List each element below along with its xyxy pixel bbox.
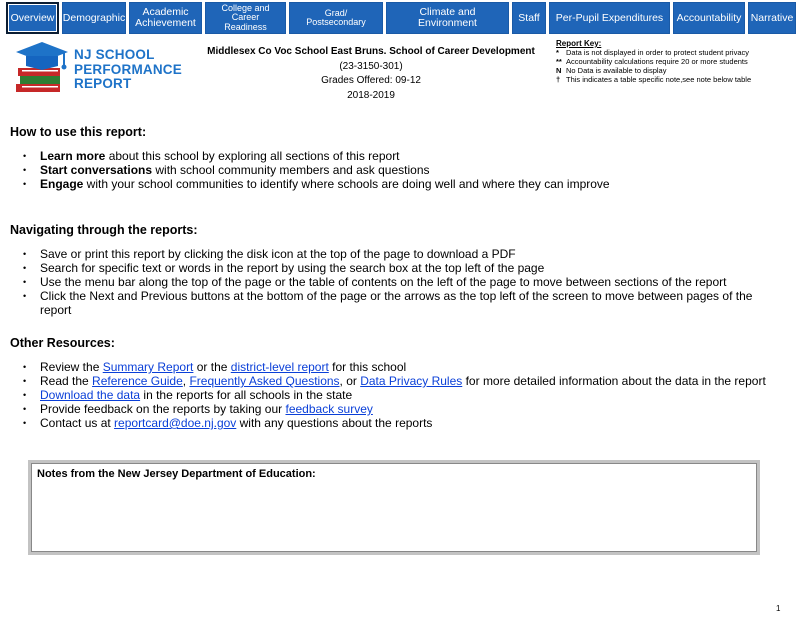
report-key-row [556, 57, 796, 66]
navigating-heading: Navigating through the reports: [10, 223, 198, 237]
logo-line-1: NJ SCHOOL [74, 47, 155, 62]
tab-climate-environment[interactable]: Climate and Environment [386, 2, 509, 34]
contact-email-link[interactable]: reportcard@doe.nj.gov [114, 416, 237, 430]
tab-accountability[interactable]: Accountability [673, 2, 745, 34]
list-item [10, 149, 780, 163]
key-text: This indicates a table specific note,see note below table [566, 75, 752, 84]
item-text: for more detailed information about the data in the report [462, 374, 766, 388]
item-text: or the [193, 360, 231, 374]
tab-academic-achievement[interactable]: Academic Achievement [129, 2, 202, 34]
how-to-use-heading: How to use this report: [10, 125, 147, 139]
notes-box [28, 460, 760, 555]
report-key [556, 39, 796, 84]
item-text: about this school by exploring all sections of this report [105, 149, 400, 163]
grades-offered: Grades Offered: 09-12 [321, 75, 421, 86]
feedback-survey-link[interactable]: feedback survey [285, 402, 373, 416]
item-text: Review the [40, 360, 103, 374]
download-data-link[interactable]: Download the data [40, 388, 141, 402]
item-text: with school community members and ask questions [152, 163, 430, 177]
school-code: (23-3150-301) [339, 60, 403, 72]
item-text: with your school communities to identify where schools are doing well and where they can improve [83, 177, 610, 191]
item-text: , or [339, 374, 361, 388]
item-text: with any questions about the reports [236, 416, 433, 430]
logo-line-3: REPORT [74, 76, 132, 91]
school-year: 2018-2019 [347, 89, 395, 101]
notes-title: Notes from the New Jersey Department of Education: [37, 468, 316, 480]
how-to-use-list [10, 149, 780, 191]
report-key-row [556, 75, 796, 84]
list-item: • Save or print this report by clicking the disk icon at the top of the page to download a PDF [10, 247, 780, 261]
other-resources-heading: Other Resources: [10, 336, 115, 350]
item-text: in the reports for all schools in the state [140, 388, 353, 402]
list-item: • Search for specific text or words in the report by using the search box at the top left of the page [10, 261, 780, 275]
tab-staff[interactable]: Staff [512, 2, 546, 34]
list-item [10, 374, 780, 388]
list-item [10, 402, 780, 416]
key-symbol: N [556, 66, 562, 75]
tab-per-pupil-expenditures[interactable]: Per-Pupil Expenditures [549, 2, 670, 34]
section-tab-bar [6, 2, 796, 34]
graduation-cap-books-icon [12, 40, 74, 98]
item-text: Contact us at [40, 416, 115, 430]
list-item [10, 388, 780, 402]
item-bold: Learn more [40, 149, 106, 163]
key-symbol: † [556, 75, 561, 84]
how-to-use-section [10, 125, 780, 191]
tab-overview[interactable]: Overview [6, 2, 59, 34]
report-key-title: Report Key: [556, 39, 602, 48]
key-symbol: ** [556, 57, 562, 66]
item-text: Provide feedback on the reports by taking our [40, 402, 286, 416]
logo-line-2: PERFORMANCE [74, 61, 182, 77]
tab-grad-postsecondary[interactable]: Grad/ Postsecondary [289, 2, 383, 34]
report-key-row [556, 66, 796, 75]
item-bold: Engage [40, 177, 84, 191]
key-text: Data is not displayed in order to protect student privacy [566, 48, 750, 57]
navigating-section [10, 223, 780, 317]
nj-school-performance-report-logo [12, 40, 182, 98]
item-text: for this school [328, 360, 407, 374]
list-item [10, 360, 780, 374]
key-text: Accountability calculations require 20 or more students [566, 57, 748, 66]
tab-demographic[interactable]: Demographic [62, 2, 126, 34]
item-bold: Start conversations [40, 163, 153, 177]
item-text: , [182, 374, 190, 388]
school-header [196, 45, 546, 103]
data-privacy-rules-link[interactable]: Data Privacy Rules [360, 374, 463, 388]
logo-text [74, 48, 182, 92]
page-number: 1 [776, 604, 781, 613]
list-item [10, 177, 780, 191]
other-resources-section [10, 336, 780, 430]
tab-college-career-readiness[interactable]: College and Career Readiness [205, 2, 286, 34]
tab-narrative[interactable]: Narrative [748, 2, 796, 34]
navigating-list [10, 247, 780, 317]
other-resources-list [10, 360, 780, 430]
list-item: • Click the Next and Previous buttons at the bottom of the page or the arrows as the top left of the screen to move between pages of the report [10, 289, 780, 317]
list-item [10, 416, 780, 430]
reference-guide-link[interactable]: Reference Guide [92, 374, 183, 388]
item-text: Read the [40, 374, 93, 388]
report-key-row [556, 48, 796, 57]
summary-report-link[interactable]: Summary Report [102, 360, 194, 374]
list-item: • Use the menu bar along the top of the page or the table of contents on the left of the page to move between sections of the report [10, 275, 780, 289]
faq-link[interactable]: Frequently Asked Questions [189, 374, 340, 388]
school-name: Middlesex Co Voc School East Bruns. School of Career Development [207, 46, 535, 57]
district-level-report-link[interactable]: district-level report [230, 360, 329, 374]
list-item [10, 163, 780, 177]
key-symbol: * [556, 48, 559, 57]
key-text: No Data is available to display [566, 66, 667, 75]
